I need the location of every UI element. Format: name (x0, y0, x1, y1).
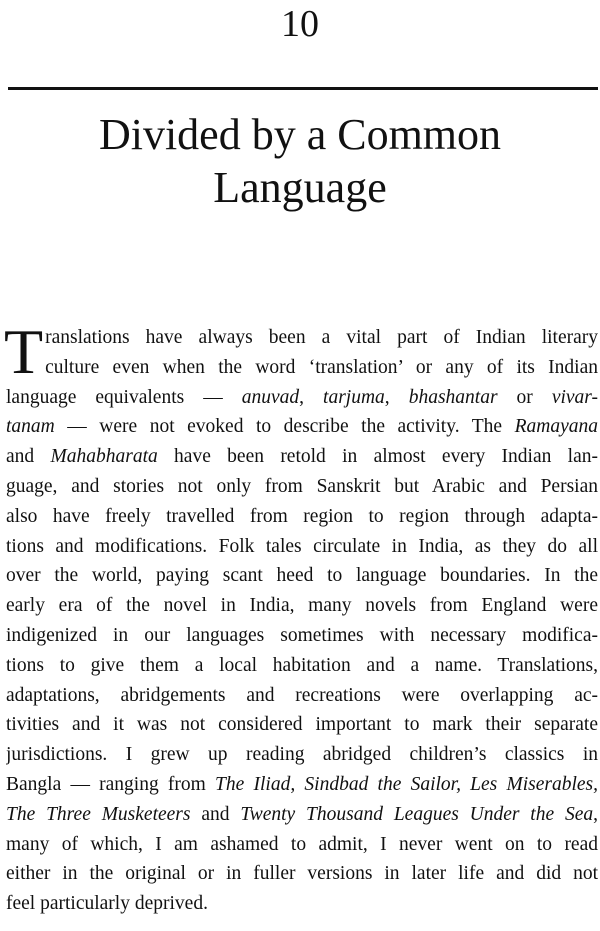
text-line: culture even when the word ‘translation’ or any of its Indian (45, 356, 598, 378)
chapter-title-line-2: Language (213, 163, 387, 212)
text-line: tions and modifications. Folk tales circulate in India, as they do all (6, 535, 598, 557)
italic-title: The Three Musketeers (6, 803, 191, 825)
body-paragraph (4, 316, 598, 919)
text-run: or (497, 386, 552, 408)
text-line (6, 442, 598, 472)
text-line: early era of the novel in India, many novels from England were (6, 595, 598, 617)
italic-term: tarjuma (323, 386, 385, 408)
text-line: jurisdictions. I grew up reading abridged children’s classics in (6, 744, 598, 766)
chapter-title-line-1: Divided by a Common (98, 110, 502, 159)
text-line: also have freely travelled from region to region through adapta- (6, 505, 598, 527)
chapter-title (0, 108, 600, 214)
chapter-number: 10 (281, 3, 319, 45)
text-run: , (299, 386, 324, 408)
text-line: guage, and stories not only from Sanskrit but Arabic and Persian (6, 475, 598, 497)
italic-title: Ramayana (514, 416, 598, 438)
text-run: have been retold in almost every Indian lan- (157, 446, 598, 468)
text-line: indigenized in our languages sometimes with necessary modifica- (6, 624, 598, 646)
italic-title: Mahabharata (50, 446, 158, 468)
text-run: — were not evoked to describe the activity. The (54, 416, 515, 438)
text-line (6, 770, 598, 800)
text-line: many of which, I am ashamed to admit, I never went on to read (6, 833, 598, 855)
text-line (6, 800, 598, 830)
text-run: , (384, 386, 409, 408)
drop-cap: T (4, 316, 44, 387)
text-run: and (6, 446, 51, 468)
italic-title: Twenty Thousand Leagues Under the Sea (240, 803, 594, 825)
text-line: either in the original or in fuller versions in later life and did not (6, 863, 598, 885)
italic-term: tanam (6, 416, 55, 438)
italic-term: anuvad (241, 386, 300, 408)
text-line: tivities and it was not considered important to mark their separate (6, 714, 598, 736)
text-run: and (190, 803, 241, 825)
italic-term: bhashantar (408, 386, 498, 408)
text-run: , (593, 803, 598, 825)
text-run: language equivalents — (6, 386, 242, 408)
text-line: ranslations have always been a vital part of Indian literary (45, 327, 598, 348)
text-line: tions to give them a local habitation and a name. Translations, (6, 654, 598, 676)
italic-title: The Iliad, Sindbad the Sailor, Les Miserables, (215, 773, 598, 795)
horizontal-rule (8, 87, 598, 90)
text-run: Bangla — ranging from (6, 773, 216, 795)
text-line: over the world, paying scant heed to language boundaries. In the (6, 565, 598, 587)
italic-term: vivar- (551, 386, 598, 408)
text-line (6, 412, 598, 442)
text-line: adaptations, abridgements and recreations were overlapping ac- (6, 684, 598, 706)
text-line (6, 383, 598, 413)
text-line: feel particularly deprived. (6, 893, 208, 915)
